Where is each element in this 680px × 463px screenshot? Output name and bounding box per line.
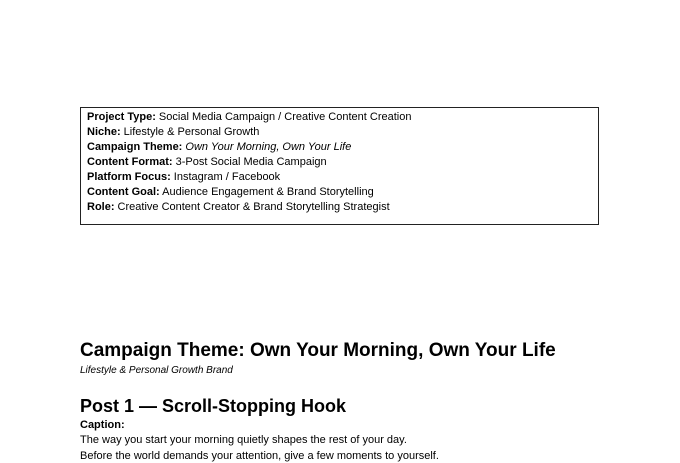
info-value: Own Your Morning, Own Your Life <box>182 141 352 153</box>
info-row-platform-focus <box>87 170 592 185</box>
info-row-content-goal <box>87 185 592 200</box>
caption-line: Before the world demands your attention, give a few moments to yourself. <box>80 450 439 462</box>
info-value: Audience Engagement & Brand Storytelling <box>159 186 374 198</box>
info-value: Instagram / Facebook <box>170 171 281 183</box>
info-key: Platform Focus: <box>87 171 171 183</box>
info-key: Content Format: <box>87 156 173 168</box>
info-row-niche <box>87 125 592 140</box>
info-row-campaign-theme <box>87 140 592 155</box>
info-row-content-format <box>87 155 592 170</box>
info-key: Content Goal: <box>87 186 160 198</box>
info-key: Niche: <box>87 126 121 138</box>
info-key: Project Type: <box>87 111 156 123</box>
caption-label: Caption: <box>80 419 125 431</box>
info-value: Lifestyle & Personal Growth <box>120 126 260 138</box>
caption-line: The way you start your morning quietly shapes the rest of your day. <box>80 434 407 446</box>
post-1-title: Post 1 — Scroll-Stopping Hook <box>80 396 347 416</box>
info-value: Social Media Campaign / Creative Content Creation <box>155 111 412 123</box>
info-row-role <box>87 200 592 215</box>
info-key: Campaign Theme: <box>87 141 183 153</box>
campaign-subtitle: Lifestyle & Personal Growth Brand <box>80 365 233 376</box>
info-key: Role: <box>87 201 115 213</box>
project-info-box <box>80 107 599 225</box>
campaign-title: Campaign Theme: Own Your Morning, Own Your Life <box>80 340 556 361</box>
info-value: Creative Content Creator & Brand Storytelling Strategist <box>114 201 390 213</box>
info-value: 3-Post Social Media Campaign <box>172 156 327 168</box>
info-row-project-type <box>87 110 592 125</box>
